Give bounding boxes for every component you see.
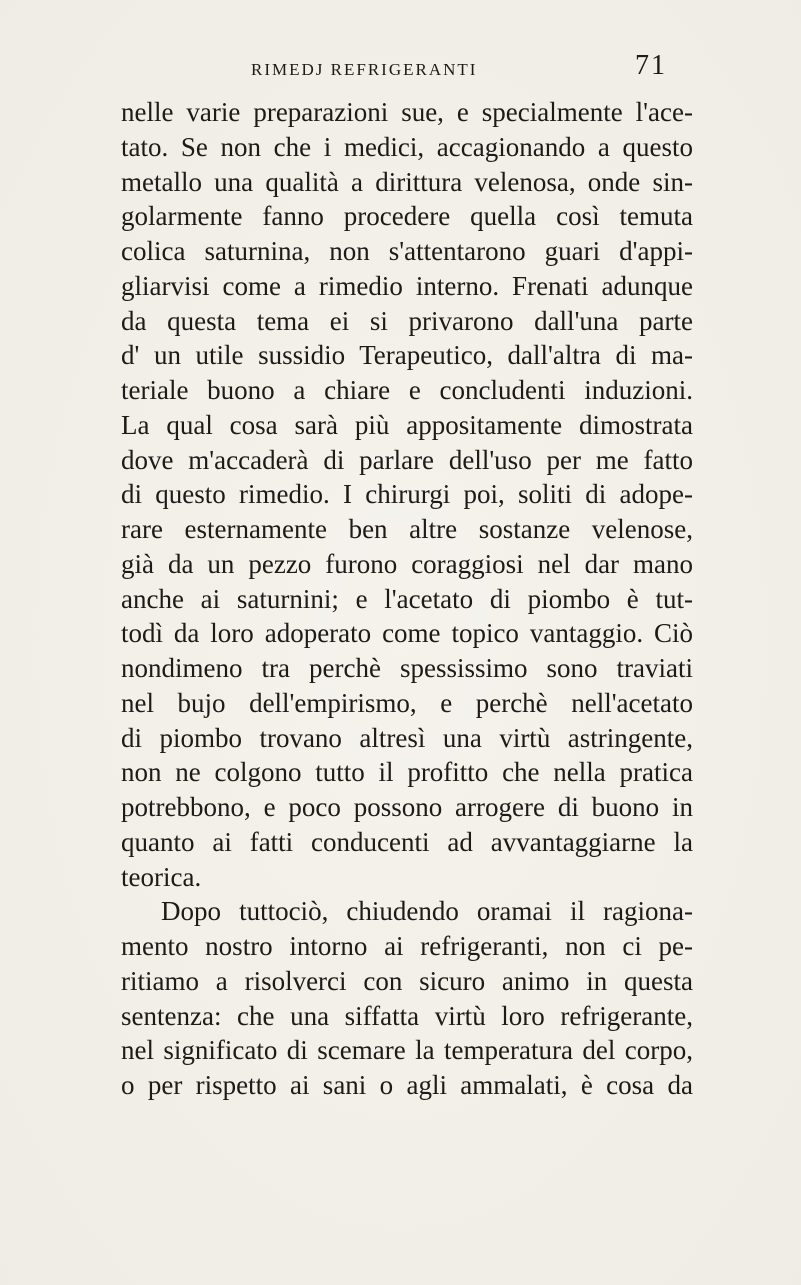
text-line: ritiamo a risolverci con sicuro animo in questa [121, 965, 693, 996]
text-line: da questa tema ei si privarono dall'una parte [121, 305, 693, 336]
text-line: d' un utile sussidio Terapeutico, dall'altra di ma- [121, 340, 693, 371]
text-line: quanto ai fatti conducenti ad avvantaggiarne la [121, 826, 693, 857]
text-line: tato. Se non che i medici, accagionando a questo [121, 131, 693, 162]
paragraph-1 [121, 95, 693, 894]
text-line: dove m'accaderà di parlare dell'uso per me fatto [121, 444, 693, 475]
running-head [251, 48, 691, 88]
text-line: mento nostro intorno ai refrigeranti, non ci pe- [121, 931, 693, 961]
text-line: sentenza: che una siffatta virtù loro refrigerante, [121, 1000, 693, 1031]
text-line: teriale buono a chiare e concludenti induzioni. [121, 375, 693, 405]
paragraph-2 [121, 894, 693, 1103]
text-line: todì da loro adoperato come topico vantaggio. Ciò [121, 618, 693, 649]
text-line: gliarvisi come a rimedio interno. Frenati adunque [121, 270, 693, 301]
text-line: nel bujo dell'empirismo, e perchè nell'acetato [121, 687, 693, 718]
text-line: nel significato di scemare la temperatura del corpo, [121, 1035, 693, 1066]
text-line: rare esternamente ben altre sostanze velenose, [121, 514, 693, 544]
text-line: anche ai saturnini; e l'acetato di piombo è tut- [121, 583, 693, 614]
text-line: di questo rimedio. I chirurgi poi, soliti di adope- [121, 479, 693, 510]
text-line: o per rispetto ai sani o agli ammalati, è cosa da [121, 1070, 693, 1100]
text-line: metallo una qualità a dirittura velenosa, onde sin- [121, 166, 693, 197]
running-head-title: RIMEDJ REFRIGERANTI [251, 60, 478, 79]
text-line: già da un pezzo furono coraggiosi nel dar mano [121, 548, 693, 579]
text-line: Dopo tuttociò, chiudendo oramai il ragiona- [161, 896, 693, 927]
text-line: di piombo trovano altresì una virtù astringente, [121, 722, 693, 753]
text-line: nelle varie preparazioni sue, e specialmente l'ace- [121, 97, 693, 127]
page-number: 71 [635, 50, 667, 81]
text-line: nondimeno tra perchè spessissimo sono traviati [121, 653, 693, 683]
body-text [121, 95, 693, 1103]
text-line: La qual cosa sarà più appositamente dimostrata [121, 409, 693, 440]
text-line: non ne colgono tutto il profitto che nella pratica [121, 757, 693, 788]
text-line: golarmente fanno procedere quella così temuta [121, 201, 693, 232]
text-line: colica saturnina, non s'attentarono guari d'appi- [121, 236, 693, 266]
text-line: teorica. [121, 861, 202, 892]
text-line: potrebbono, e poco possono arrogere di buono in [121, 792, 693, 822]
